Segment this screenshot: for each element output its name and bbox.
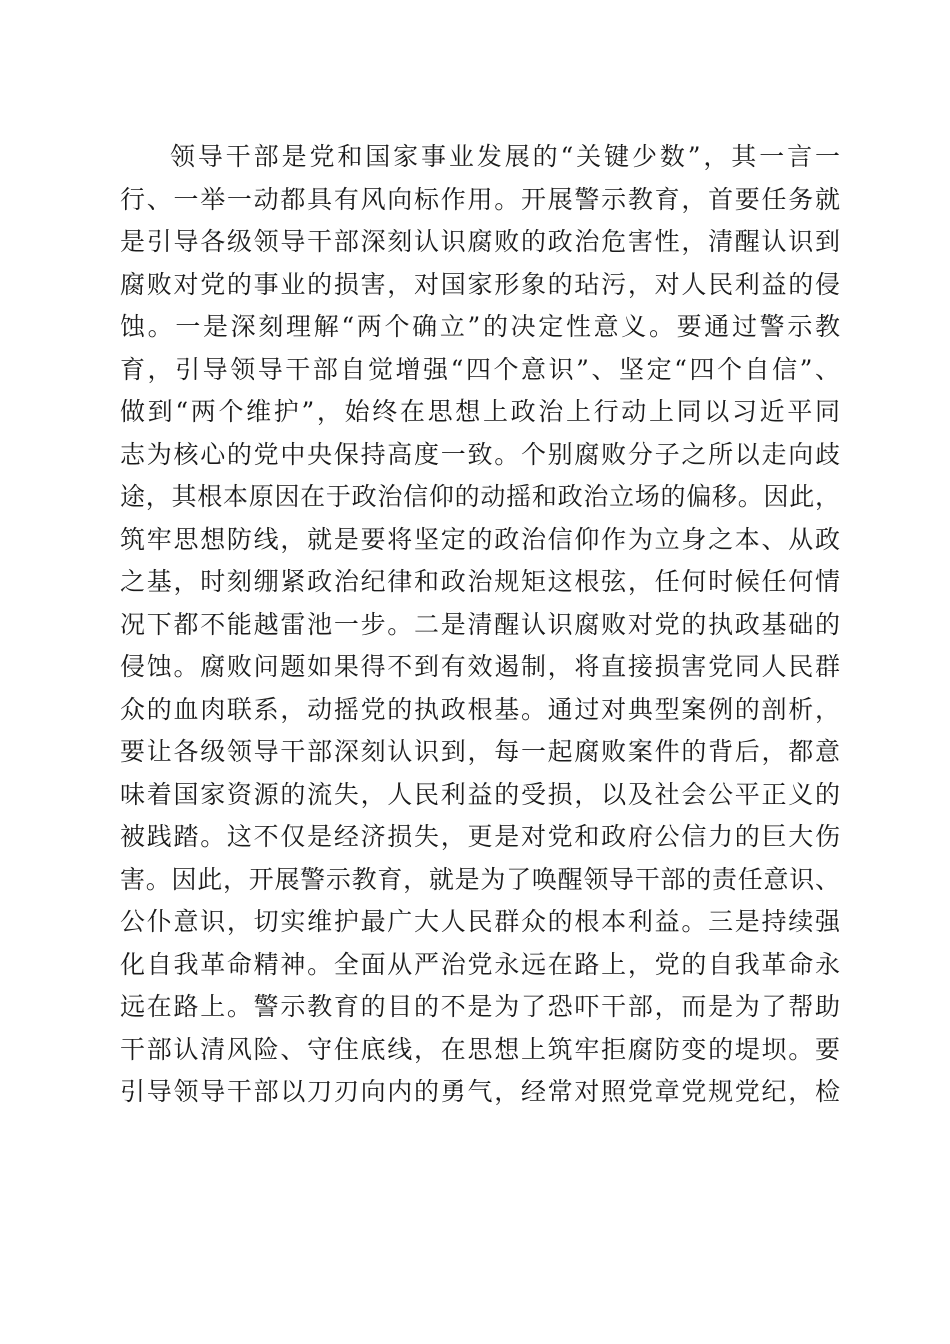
text-line: 要让各级领导干部深刻认识到，每一起腐败案件的背后，都意 xyxy=(120,737,840,766)
text-line: 被践踏。这不仅是经济损失，更是对党和政府公信力的巨大伤 xyxy=(120,822,840,851)
text-line: 公仆意识，切实维护最广大人民群众的根本利益。三是持续强 xyxy=(120,907,840,936)
text-line: 志为核心的党中央保持高度一致。个别腐败分子之所以走向歧 xyxy=(120,439,840,469)
text-line: 蚀。一是深刻理解“两个确立”的决定性意义。要通过警示教 xyxy=(120,312,840,341)
text-line: 害。因此，开展警示教育，就是为了唤醒领导干部的责任意识、 xyxy=(120,864,840,894)
text-line: 领导干部是党和国家事业发展的“关键少数”，其一言一 xyxy=(170,142,840,171)
text-line: 行、一举一动都具有风向标作用。开展警示教育，首要任务就 xyxy=(120,184,840,214)
text-line: 远在路上。警示教育的目的不是为了恐吓干部，而是为了帮助 xyxy=(120,992,840,1021)
text-line: 之基，时刻绷紧政治纪律和政治规矩这根弦，任何时候任何情 xyxy=(120,567,840,596)
text-line: 育，引导领导干部自觉增强“四个意识”、坚定“四个自信”、 xyxy=(120,354,840,384)
text-line: 是引导各级领导干部深刻认识腐败的政治危害性，清醒认识到 xyxy=(120,227,840,256)
text-line: 味着国家资源的流失，人民利益的受损，以及社会公平正义的 xyxy=(120,779,840,809)
text-line: 途，其根本原因在于政治信仰的动摇和政治立场的偏移。因此， xyxy=(120,482,840,511)
text-line: 化自我革命精神。全面从严治党永远在路上，党的自我革命永 xyxy=(120,949,840,979)
text-line: 腐败对党的事业的损害，对国家形象的玷污，对人民利益的侵 xyxy=(120,269,840,299)
text-line: 引导领导干部以刀刃向内的勇气，经常对照党章党规党纪，检 xyxy=(120,1077,840,1106)
text-line: 干部认清风险、守住底线，在思想上筑牢拒腐防变的堤坝。要 xyxy=(120,1034,840,1064)
text-line: 侵蚀。腐败问题如果得不到有效遏制，将直接损害党同人民群 xyxy=(120,652,840,681)
text-line: 筑牢思想防线，就是要将坚定的政治信仰作为立身之本、从政 xyxy=(120,524,840,554)
text-line: 做到“两个维护”，始终在思想上政治上行动上同以习近平同 xyxy=(120,397,840,426)
text-line: 众的血肉联系，动摇党的执政根基。通过对典型案例的剖析， xyxy=(120,694,840,724)
body-paragraph xyxy=(120,136,840,1114)
text-line: 况下都不能越雷池一步。二是清醒认识腐败对党的执政基础的 xyxy=(120,609,840,639)
